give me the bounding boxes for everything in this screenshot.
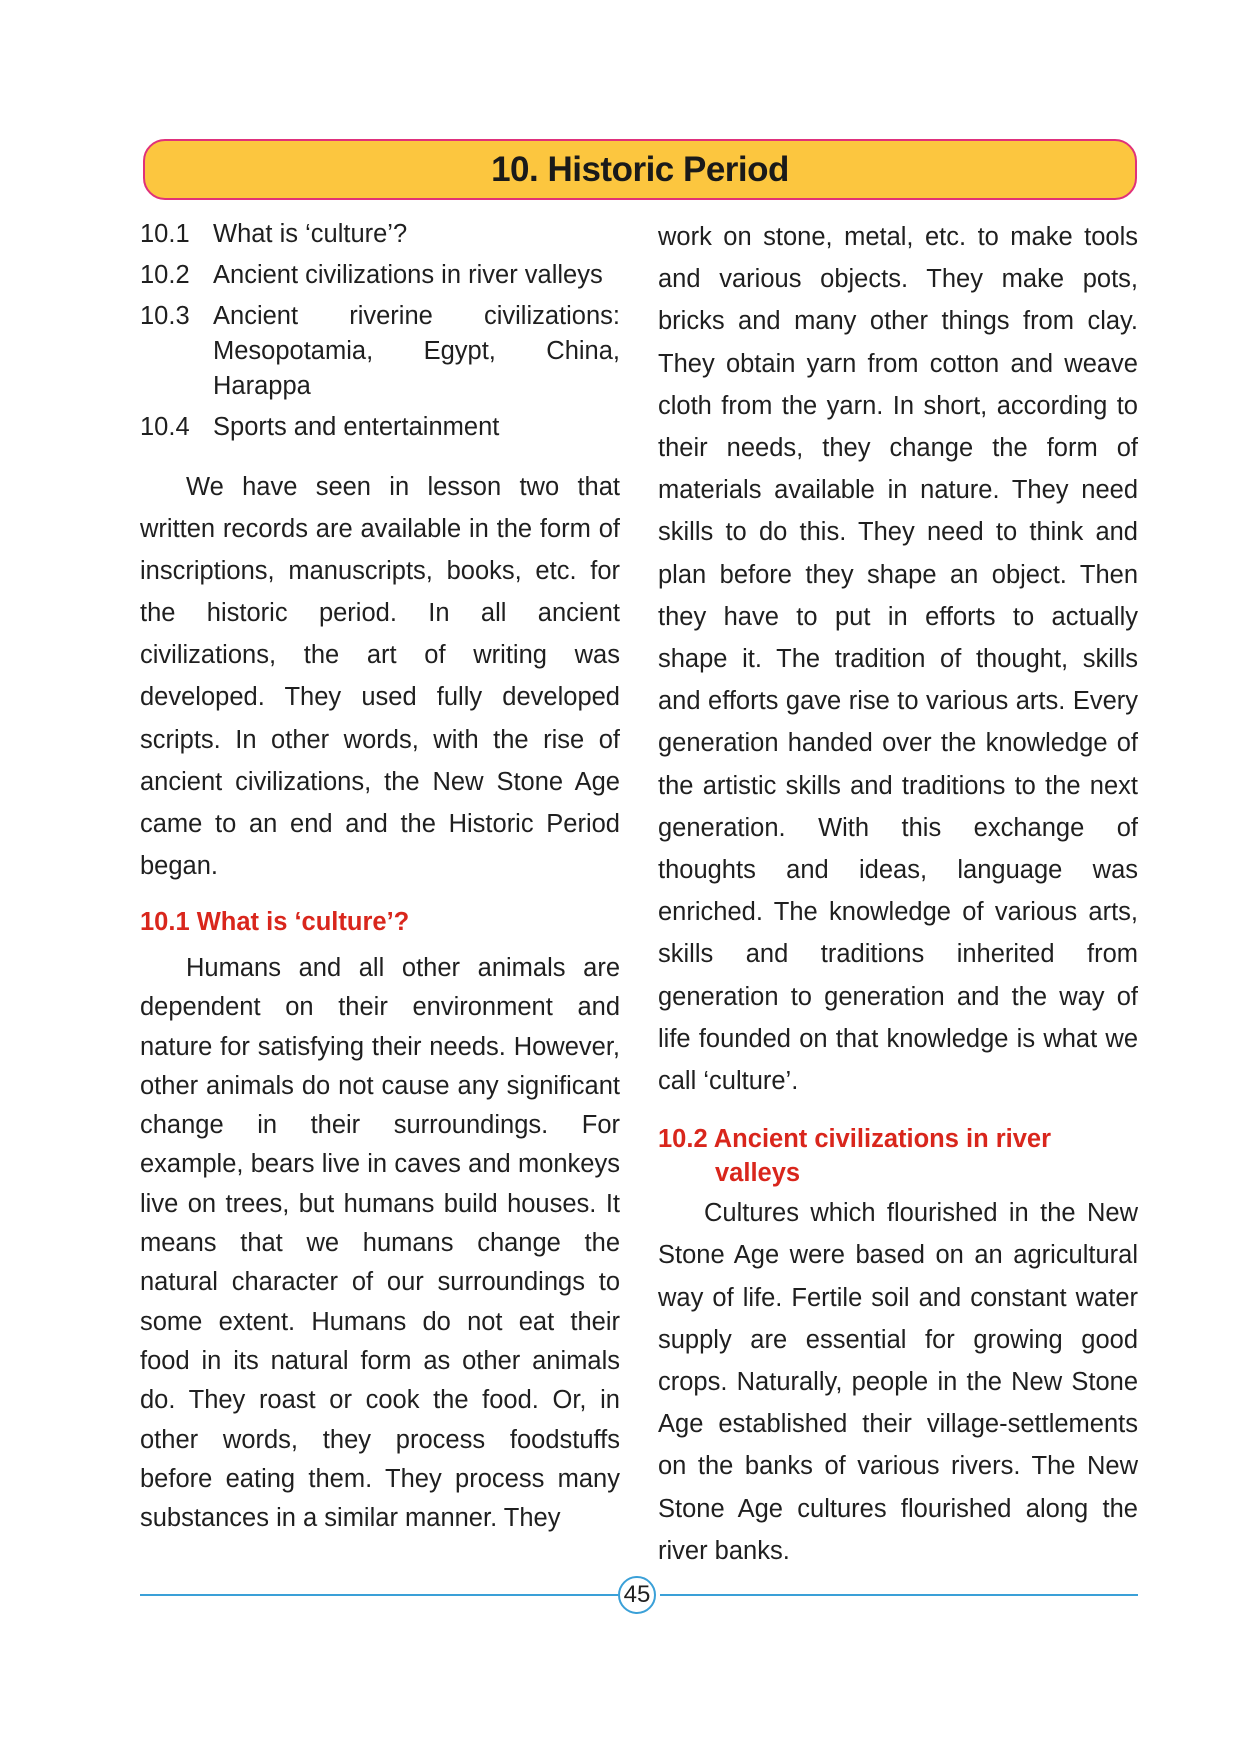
section-heading: 10.1 What is ‘culture’?	[140, 907, 410, 936]
body-paragraph: Cultures which flourished in the New Stone Age were based on an agricultural way of life. Fertile soil and constant water supply are essential for growing good crops. Naturally, people in the New Stone Age established their village-settlements on the banks of various rivers. The New Stone Age cultures flourished along the river banks.	[658, 1199, 1138, 1565]
contents-item-number: 10.3	[140, 302, 190, 330]
contents-item	[140, 410, 620, 445]
left-column	[140, 217, 620, 1538]
footer-rule	[140, 1594, 618, 1596]
chapter-contents-list	[140, 217, 620, 445]
body-paragraph: Humans and all other animals are dependent on their environment and nature for satisfying their needs. However, other animals do not cause any significant change in their surroundings. For example, bears live in caves and monkeys live on trees, but humans build houses. It means that we humans change the natural character of our surroundings to some extent. Humans do not eat their food in its natural form as other animals do. They roast or cook the food. Or, in other words, they process foodstuffs before eating them. They process many substances in a similar manner. They	[140, 953, 620, 1533]
contents-item-text: Ancient civilizations in river valleys	[213, 261, 603, 289]
section-heading-line: valleys	[715, 1159, 801, 1188]
intro-paragraph: We have seen in lesson two that written records are available in the form of inscriptions, manuscripts, books, etc. for the historic period. In all ancient civilizations, the art of writing was developed. They used fully developed scripts. In other words, with the rise of ancient civilizations, the New Stone Age came to an end and the Historic Period began.	[140, 473, 620, 880]
contents-item-text: Ancient riverine civilizations: Mesopotamia, Egypt, China, Harappa	[213, 302, 620, 400]
body-paragraph-continued: work on stone, metal, etc. to make tools and various objects. They make pots, bricks and many other things from clay. They obtain yarn from cotton and weave cloth from the yarn. In short, according to their needs, they change the form of materials available in nature. They need skills to do this. They need to think and plan before they shape an object. Then they have to put in efforts to actually shape it. The tradition of thought, skills and efforts gave rise to various arts. Every generation handed over the knowledge of the artistic skills and traditions to the next generation. With this exchange of thoughts and ideas, language was enriched. The knowledge of various arts, skills and traditions inherited from generation to generation and the way of life founded on that knowledge is what we call ‘culture’.	[658, 223, 1138, 1096]
contents-item	[140, 299, 620, 404]
contents-item-number: 10.2	[140, 261, 190, 289]
contents-item	[140, 258, 620, 293]
contents-item-number: 10.1	[140, 220, 190, 248]
section-heading	[658, 1122, 1138, 1190]
chapter-title: 10. Historic Period	[491, 149, 789, 189]
section-heading-line: 10.2 Ancient civilizations in river	[658, 1125, 1052, 1154]
page-number: 45	[618, 1576, 656, 1614]
right-column	[658, 216, 1138, 1572]
contents-item-number: 10.4	[140, 413, 190, 441]
footer-rule	[660, 1594, 1138, 1596]
chapter-title-banner	[143, 139, 1137, 200]
contents-item-text: What is ‘culture’?	[213, 220, 408, 248]
contents-item	[140, 217, 620, 252]
contents-item-text: Sports and entertainment	[213, 413, 500, 441]
